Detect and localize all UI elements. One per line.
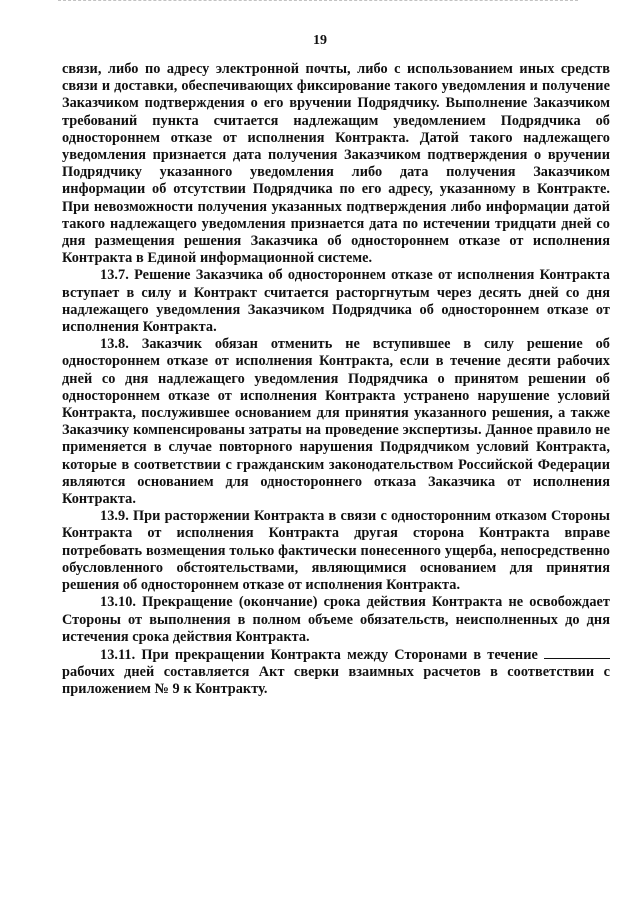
paragraph-13-10: 13.10. Прекращение (окончание) срока действия Контракта не освобождает Стороны от выполнения в полном объеме обязательств, неисполненных до дня истечения срока действия Контракта. bbox=[62, 594, 610, 645]
blank-days-field bbox=[544, 646, 610, 659]
page-number: 19 bbox=[313, 33, 327, 48]
paragraph-13-11 bbox=[62, 646, 610, 699]
paragraph-13-8: 13.8. Заказчик обязан отменить не вступившее в силу решение об одностороннем отказе от исполнения Контракта, если в течение десяти рабочих дней со дня надлежащего уведомления Подрядчика о принятом решении об одностороннем отказе от исполнения Контракта устранено нарушение условий Контракта, послужившее основанием для принятия указанного решения, а также Заказчику компенсированы затраты на проведение экспертизы. Данное правило не применяется в случае повторного нарушения Подрядчиком условий Контракта, которые в соответствии с гражданским законодательством Российской Федерации являются основанием для одностороннего отказа Заказчика от исполнения Контракта. bbox=[62, 336, 610, 508]
document-body bbox=[62, 61, 610, 699]
paragraph-13-11-end: рабочих дней составляется Акт сверки взаимных расчетов в соответствии с приложением № 9 к Контракту. bbox=[62, 664, 610, 698]
paragraph-13-11-start: 13.11. При прекращении Контракта между Сторонами в течение bbox=[100, 646, 538, 663]
paragraph-13-9: 13.9. При расторжении Контракта в связи с односторонним отказом Стороны Контракта от исполнения Контракта другая сторона Контракта вправе потребовать возмещения только фактически понесенного ущерба, непосредственно обусловленного обстоятельствами, являющимися основанием для принятия решения об одностороннем отказе от исполнения Контракта. bbox=[62, 508, 610, 594]
paragraph-13-7: 13.7. Решение Заказчика об одностороннем отказе от исполнения Контракта вступает в силу и Контракт считается расторгнутым через десять дней со дня надлежащего уведомления Заказчиком Подрядчика об одностороннем отказе от исполнения Контракта. bbox=[62, 267, 610, 336]
top-edge-rule bbox=[58, 0, 578, 3]
paragraph-continuation: связи, либо по адресу электронной почты, либо с использованием иных средств связи и доставки, обеспечивающих фиксирование такого уведомления и получение Заказчиком подтверждения о его вручении Подрядчику. Выполнение Заказчиком требований пункта считается надлежащим уведомлением Подрядчика об одностороннем отказе от исполнения Контракта. Датой такого надлежащего уведомления признается дата получения Заказчиком подтверждения о вручении Подрядчику указанного уведомления либо дата получения Заказчиком информации об отсутствии Подрядчика по его адресу, указанному в Контракте. При невозможности получения указанных подтверждения либо информации датой такого надлежащего уведомления признается дата по истечении тридцати дней со дня размещения решения Заказчика об одностороннем отказе от исполнения Контракта в Единой информационной системе. bbox=[62, 61, 610, 267]
